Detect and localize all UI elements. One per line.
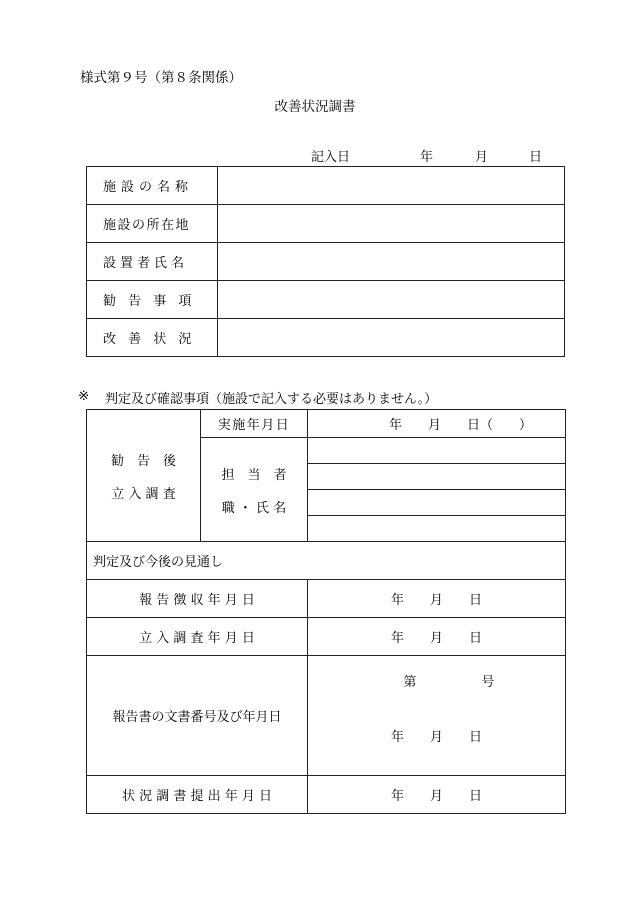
facility-address-field[interactable] (218, 205, 565, 243)
post-recommendation-inspection-label (87, 410, 201, 542)
staff-label (201, 438, 308, 542)
staff-label-line-2: 職 ・ 氏 名 (221, 500, 287, 516)
table-row (87, 776, 566, 814)
entry-date-month[interactable]: 月 (475, 150, 489, 165)
row-label: 立 入 調 査 年 月 日 (139, 631, 255, 646)
review-table (86, 409, 566, 814)
improvement-status-field[interactable] (218, 319, 565, 357)
improvement-status-label: 改 善 状 況 (87, 319, 218, 357)
staff-field-3[interactable] (308, 490, 566, 516)
onsite-inspection-date-label (87, 618, 308, 656)
table-row (87, 542, 566, 580)
staff-field-4[interactable] (308, 516, 566, 542)
entry-date-label: 記入日 (311, 150, 351, 165)
table-row (87, 656, 566, 776)
report-collection-date-field[interactable]: 年 月 日 (308, 580, 566, 618)
group-label-line-1: 勧 告 後 (110, 453, 176, 469)
row-label: 報告書の文書番号及び年月日 (112, 710, 282, 725)
outlook-field[interactable] (87, 542, 566, 580)
table-row (87, 167, 565, 205)
form-number: 様式第９号（第８条関係） (80, 70, 242, 86)
table-row (87, 618, 566, 656)
table-row (87, 410, 566, 438)
report-document-number-label (87, 656, 308, 776)
table-row (87, 281, 565, 319)
report-document-number-field[interactable] (308, 656, 566, 776)
facility-info-table (86, 166, 565, 357)
status-report-submission-date-field[interactable]: 年 月 日 (308, 776, 566, 814)
outlook-label: 判定及び今後の見通し (93, 555, 224, 570)
facility-name-field[interactable] (218, 167, 565, 205)
table-row (87, 205, 565, 243)
facility-name-label: 施設の名称 (87, 167, 218, 205)
report-collection-date-label (87, 580, 308, 618)
staff-field-2[interactable] (308, 464, 566, 490)
founder-name-field[interactable] (218, 243, 565, 281)
document-date-value: 年 月 日 (390, 730, 482, 745)
implementation-date-label: 実施年月日 (201, 410, 308, 438)
page-title: 改善状況調書 (274, 99, 356, 115)
entry-date-day[interactable]: 日 (529, 150, 543, 165)
table-row (87, 319, 565, 357)
facility-address-label: 施設の所在地 (87, 205, 218, 243)
note-mark: ※ (78, 388, 90, 404)
table-row (87, 580, 566, 618)
founder-name-label: 設置者氏名 (87, 243, 218, 281)
recommendation-label: 勧 告 事 項 (87, 281, 218, 319)
recommendation-field[interactable] (218, 281, 565, 319)
row-label: 報 告 徴 収 年 月 日 (139, 593, 255, 608)
staff-field-1[interactable] (308, 438, 566, 464)
table-row (87, 243, 565, 281)
group-label-line-2: 立 入 調 査 (111, 486, 176, 502)
row-label: 状 況 調 書 提 出 年 月 日 (121, 789, 273, 804)
staff-label-line-1: 担 当 者 (221, 467, 287, 483)
note-text: 判定及び確認事項（施設で記入する必要はありません。） (105, 392, 438, 407)
onsite-inspection-date-field[interactable]: 年 月 日 (308, 618, 566, 656)
status-report-submission-date-label (87, 776, 308, 814)
entry-date-year[interactable]: 年 (420, 150, 434, 165)
implementation-date-field[interactable]: 年 月 日（ ） (308, 410, 566, 438)
document-number-value: 第 号 (403, 675, 495, 690)
